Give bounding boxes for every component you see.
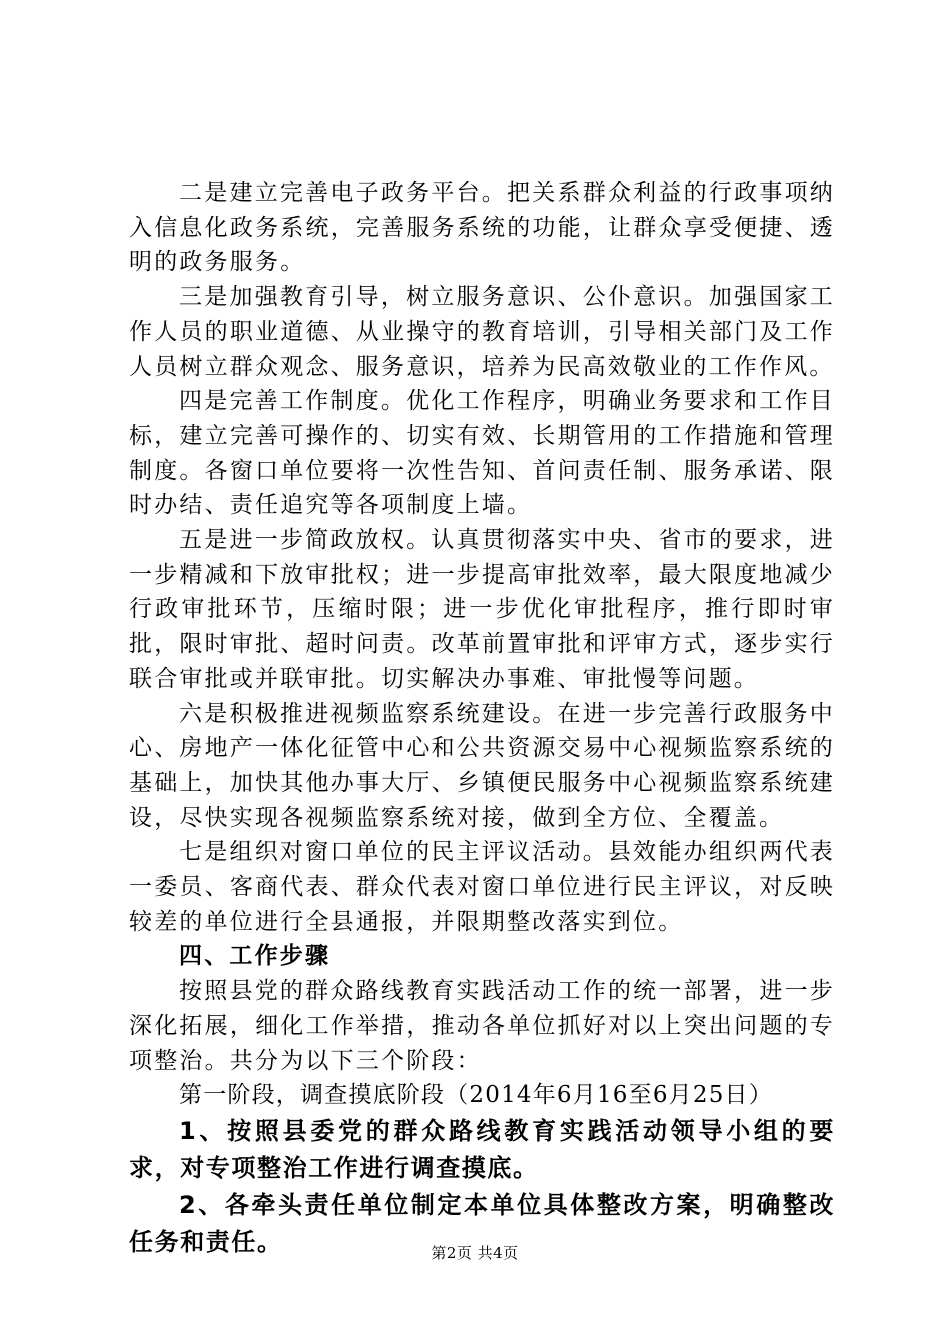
document-body: [129, 176, 835, 1261]
paragraph-simplify-administration: 五是进一步简政放权。认真贯彻落实中央、省市的要求，进一步精减和下放审批权；进一步提高审批效率，最大限度地减少行政审批环节，压缩时限；进一步优化审批程序，推行即时审批，限时审批、超时问责。改革前置审批和评审方式，逐步实行联合审批或并联审批。切实解决办事难、审批慢等问题。: [129, 527, 835, 692]
page-number-footer: 第2页 共4页: [431, 1244, 519, 1262]
stage-title: 第一阶段，调查摸底阶段（2014年6月16至6月25日）: [179, 1082, 773, 1109]
list-item: 1、按照县委党的群众路线教育实践活动领导小组的要求，对专项整治工作进行调查摸底。: [129, 1116, 835, 1182]
paragraph-intro: 按照县党的群众路线教育实践活动工作的统一部署，进一步深化拓展，细化工作举措，推动各单位抓好对以上突出问题的专项整治。共分为以下三个阶段：: [129, 978, 835, 1074]
section-heading: 四、工作步骤: [179, 943, 331, 970]
paragraph-electronic-government: 二是建立完善电子政务平台。把关系群众利益的行政事项纳入信息化政务系统，完善服务系统的功能，让群众享受便捷、透明的政务服务。: [129, 180, 835, 276]
list-item: 2、各牵头责任单位制定本单位具体整改方案，明确整改任务和责任。: [129, 1190, 835, 1256]
paragraph-video-supervision: 六是积极推进视频监察系统建设。在进一步完善行政服务中心、房地产一体化征管中心和公共资源交易中心视频监察系统的基础上，加快其他办事大厅、乡镇便民服务中心视频监察系统建设，尽快实现各视频监察系统对接，做到全方位、全覆盖。: [129, 700, 835, 831]
paragraph-democratic-evaluation: 七是组织对窗口单位的民主评议活动。县效能办组织两代表一委员、客商代表、群众代表对窗口单位进行民主评议，对反映较差的单位进行全县通报，并限期整改落实到位。: [129, 839, 835, 935]
paragraph-education-guidance: 三是加强教育引导，树立服务意识、公仆意识。加强国家工作人员的职业道德、从业操守的教育培训，引导相关部门及工作人员树立群众观念、服务意识，培养为民高效敬业的工作作风。: [129, 284, 835, 380]
paragraph-work-system: 四是完善工作制度。优化工作程序，明确业务要求和工作目标，建立完善可操作的、切实有效、长期管用的工作措施和管理制度。各窗口单位要将一次性告知、首问责任制、服务承诺、限时办结、责任追究等各项制度上墙。: [129, 388, 835, 519]
